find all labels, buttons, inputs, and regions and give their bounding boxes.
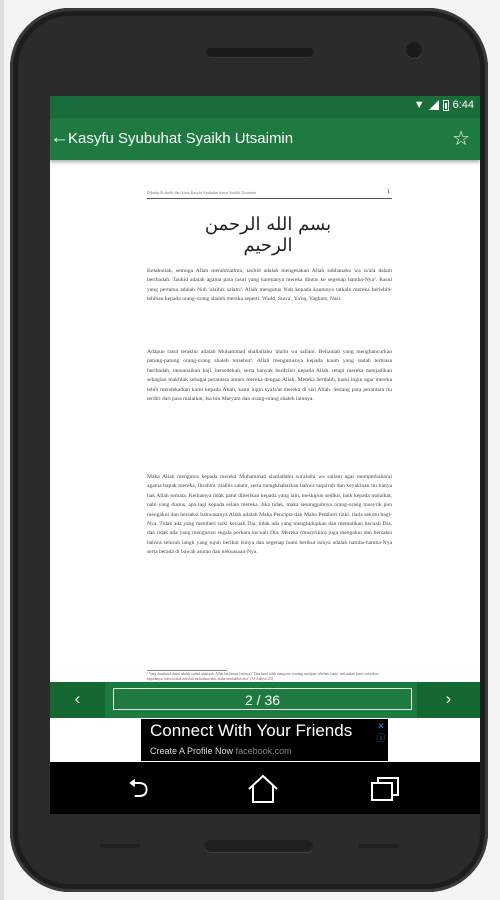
ad-domain: facebook.com [235, 746, 292, 756]
status-time: 6:44 [452, 99, 474, 111]
star-outline-icon[interactable]: ☆ [452, 128, 470, 150]
chevron-left-icon: ‹ [74, 689, 81, 708]
window-edge [0, 0, 4, 900]
system-back-icon[interactable]: ⮌ [128, 773, 149, 803]
page-navigation-bar [50, 682, 480, 718]
paragraph: Adapun rasul terakhir adalah Muhammad shallallahu 'alaihi wa sallam. Beliaulah yang menghancurkan patung-patung orang-orang shaleh tersebut³. Allah mengutusnya kepada kaum yang sudah terbiasa beribadah, menunaikan haji, bersedekah, serta banyak berdzikir kepada Allah. tetapi mereka menjadikan sebagian makhluk sebagai perantara antara mereka dengan Allah. Mereka berdalih, kami ingin agar mereka lebih mendekatkan kami kepada Allah, kami ingin syafa'at mereka di sisi Allah. Sedang para perantara itu terdiri dari para malaikat, Isa bin Maryam dan orang-orang shaleh lainnya. [147, 349, 392, 403]
system-recents-icon[interactable] [370, 776, 400, 802]
paragraph: Maka Allah mengutus kepada mereka Muhammad shallallahu wa'alaihi wa sallam agar memperbaharui agama bapak mereka, Ibrahim 'alaihis salam, serta mengkhabarkan bahwa taqarrub dan keyakinan itu hanya hak Allah semata. Keduanya tidak patut diberikan kepada yang lain, meskipun sedikit, baik kepada malaikat, nabi yang diutus, apa lagi kepada selain mereka. Jika tidak, maka sesungguhnya orang-orang musyrik pun mengakui dan bersaksi bahwasanya Allah adalah Maha Pencipta dan Maha Pemberi rizki. tiada sekutu bagi-Nya. Tidak ada yang memberi rizki kecuali Dia, tidak ada yang menghidupkan dan mematikan kecuali Dia, dan tidak ada yang mengurusi segala perkara kecuali Dia. Mereka (musyrikin) juga mengakui dan bersaksi bahwa seluruh langit yang tujuh berikut isinya dan segenap bumi berikut isinya adalah hamba-hamba-Nya serta berada di bawah aturan dan kekuasaan-Nya. [147, 474, 392, 556]
page-indicator[interactable]: 2 / 36 [113, 688, 412, 710]
cell-signal-icon [429, 100, 439, 110]
wifi-icon: ▼ [413, 99, 425, 111]
page-number: 1 [387, 189, 390, 195]
app-bar [50, 118, 480, 160]
paragraph: Ketahuilah, semoga Allah merahmatimu, tauhid adalah mengesakan Allah subhanahu wa ta'ala dalam beribadah. Tauhid adalah agama para rasul yang karenanya mereka diutus ke segenap hamba-Nya¹. Rasul yang pertama adalah Nuh 'alaihis salam². Allah mengutus Nuh kepada kaumnya tatkala mereka berlebih-lebihan kepada orang-orang shaleh mereka seperti: Wadd, Suwa', Ya'uq, Yaghuts, Nasr. [147, 268, 392, 303]
next-page-button[interactable] [417, 682, 480, 718]
previous-page-button[interactable] [50, 682, 105, 718]
hardware-menu-key[interactable] [358, 844, 398, 848]
front-camera [406, 42, 422, 58]
ad-headline: Connect With Your Friends [150, 721, 353, 740]
ad-banner[interactable] [141, 719, 388, 761]
phone-device-frame [10, 8, 488, 892]
arrow-left-icon[interactable]: ← [50, 127, 69, 148]
hardware-home-button[interactable] [205, 840, 313, 852]
footnote-divider [147, 670, 227, 671]
system-navigation-bar [50, 762, 480, 814]
app-title: Kasyfu Syubuhat Syaikh Utsaimin [68, 130, 294, 147]
basmalah-calligraphy: بسم الله الرحمن الرحيم [204, 214, 332, 256]
status-bar [50, 96, 480, 118]
earpiece-speaker [206, 48, 314, 57]
phone-screen [50, 96, 480, 814]
page-header [147, 190, 392, 199]
system-home-icon[interactable] [246, 774, 280, 804]
ad-cta: Create A Profile Now [150, 746, 234, 756]
ad-banner-area [50, 718, 480, 762]
document-viewer[interactable] [50, 160, 480, 682]
chevron-right-icon: › [445, 689, 452, 708]
ad-choices-icon[interactable]: ✕ ⓘ [376, 721, 386, 743]
hardware-back-key[interactable] [100, 844, 140, 848]
status-icons [414, 99, 474, 111]
document-page [147, 189, 392, 682]
ad-subtext [150, 746, 292, 756]
battery-icon [443, 100, 449, 111]
page-header-text: Dikutip & diedit dari kitab Kasyfu Syubuhat karya Syaikh Utsaimin [147, 190, 256, 195]
footnote: ¹ Yang dimaksud disini adalah tauhid uluhiyah, Allah berfirman (artinya) "Dan kami tidak mengutus seorang rasulpun sebelum kamu, melainkan kami wahyukan kepadanya, bahwa tidak ada ilah melainkan aku, maka sembahlah aku" (Al-Anbiya':25) [147, 672, 379, 682]
